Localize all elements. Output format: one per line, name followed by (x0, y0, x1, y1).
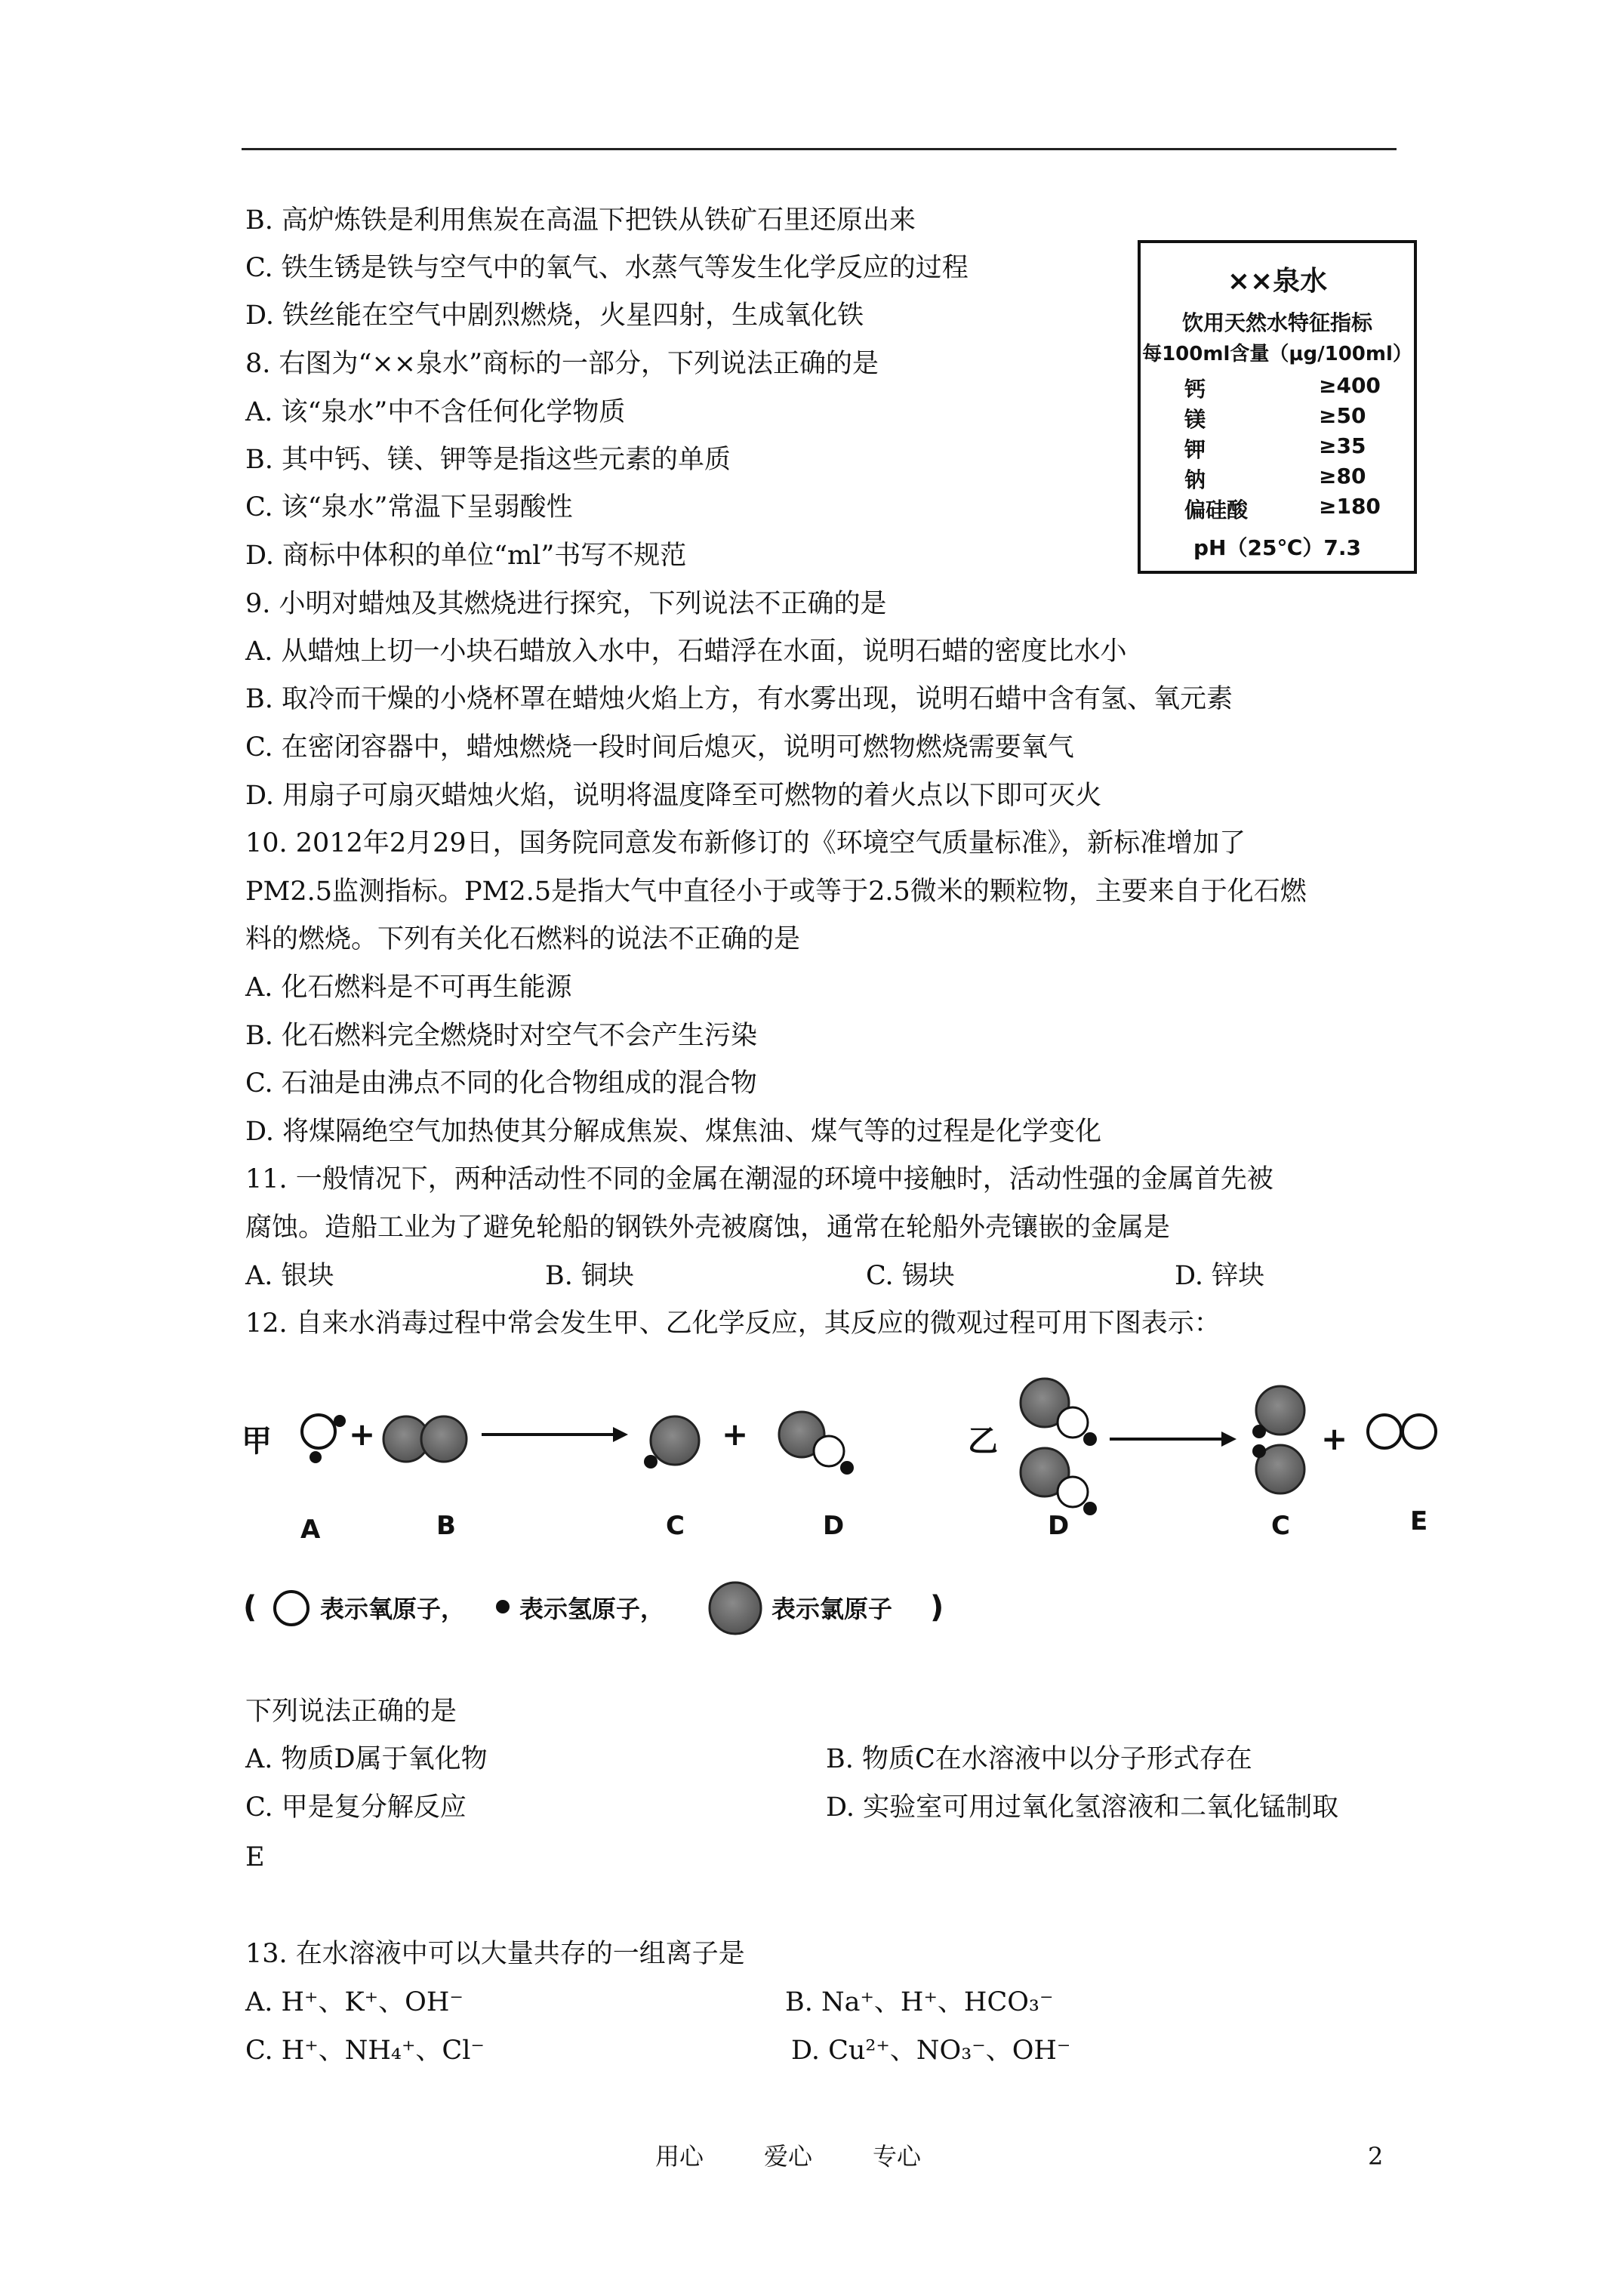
q8-option-a: A. 该“泉水”中不含任何化学物质 (245, 397, 626, 427)
hydrogen-atom (1083, 1432, 1097, 1446)
question-10-line3: 料的燃烧。下列有关化石燃料的说法不正确的是 (245, 924, 801, 954)
oxygen-atom (1403, 1415, 1436, 1448)
molecule-c (644, 1416, 699, 1469)
legend-oxygen: 表示氧原子， (320, 1595, 466, 1623)
q12-option-b: B. 物质C在水溶液中以分子形式存在 (826, 1744, 1252, 1774)
oxygen-atom (1058, 1477, 1088, 1507)
label-b: B (436, 1511, 456, 1541)
question-8: 8. 右图为“××泉水”商标的一部分，下列说法正确的是 (245, 349, 879, 379)
label-row (1184, 433, 1366, 464)
q9-option-d: D. 用扇子可扇灭蜡烛火焰，说明将温度降至可燃物的着火点以下即可灭火 (245, 781, 1102, 811)
label-row (1184, 373, 1381, 403)
question-13: 13. 在水溶液中可以大量共存的一组离子是 (245, 1939, 745, 1969)
question-11-line1: 11. 一般情况下，两种活动性不同的金属在潮湿的环境中接触时，活动性强的金属首先被 (245, 1164, 1273, 1194)
label-row-value: ≥180 (1319, 494, 1381, 519)
q13-option-d: D. Cu²⁺、NO₃⁻、OH⁻ (791, 2036, 1071, 2066)
hydrogen-atom (1252, 1444, 1266, 1458)
question-10-line2: PM2.5监测指标。PM2.5是指大气中直径小于或等于2.5微米的颗粒物，主要来自于化石燃 (245, 877, 1307, 907)
reaction-arrow (482, 1427, 628, 1442)
label-d: D (823, 1511, 845, 1541)
label-subtitle: 饮用天然水特征指标 (1181, 310, 1372, 335)
plus-sign: + (1321, 1420, 1348, 1457)
label-c: C (666, 1511, 685, 1541)
q11-option-c: C. 锡块 (866, 1261, 955, 1291)
q8-option-c: C. 该“泉水”常温下呈弱酸性 (245, 492, 573, 522)
footer-text-1: 用心 (655, 2142, 704, 2171)
hydrogen-atom (334, 1415, 346, 1427)
molecule-d (779, 1412, 854, 1475)
legend-chlorine: 表示氯原子 (771, 1595, 893, 1623)
plus-sign: + (349, 1416, 376, 1453)
label-ph: pH（25℃）7.3 (1193, 535, 1361, 560)
hydrogen-atom-legend-icon (496, 1600, 510, 1613)
q10-option-d: D. 将煤隔绝空气加热使其分解成焦炭、煤焦油、煤气等的过程是化学变化 (245, 1117, 1102, 1147)
q11-option-a: A. 银块 (245, 1261, 334, 1291)
label-title: ××泉水 (1227, 266, 1328, 297)
mineral-water-label (1138, 240, 1417, 574)
q9-option-c: C. 在密闭容器中，蜡烛燃烧一段时间后熄灭，说明可燃物燃烧需要氧气 (245, 732, 1074, 763)
molecule-d-bottom (1021, 1448, 1097, 1515)
q12-option-c: C. 甲是复分解反应 (245, 1792, 467, 1823)
label-row-name: 偏硅酸 (1184, 498, 1249, 522)
hydrogen-atom (1252, 1425, 1266, 1438)
label-d: D (1048, 1511, 1070, 1541)
oxygen-atom (814, 1436, 844, 1466)
label-row (1184, 464, 1366, 494)
question-10-line1: 10. 2012年2月29日，国务院同意发布新修订的《环境空气质量标准》，新标准增加了 (245, 828, 1246, 858)
reaction-diagram (242, 1367, 1480, 1669)
q7-option-d: D. 铁丝能在空气中剧烈燃烧，火星四射，生成氧化铁 (245, 300, 864, 331)
q13-option-b: B. Na⁺、H⁺、HCO₃⁻ (785, 1987, 1054, 2017)
label-row-value: ≥400 (1319, 373, 1381, 398)
q12-option-a: A. 物质D属于氧化物 (245, 1744, 488, 1774)
q12-option-d: D. 实验室可用过氧化氢溶液和二氧化锰制取 (826, 1792, 1339, 1823)
label-c: C (1271, 1511, 1290, 1541)
oxygen-atom-legend-icon (275, 1592, 308, 1625)
q12-stem: 下列说法正确的是 (245, 1697, 457, 1727)
footer-text-2: 爱心 (764, 2142, 813, 2171)
page-number: 2 (1368, 2142, 1384, 2171)
molecule-a (302, 1415, 346, 1463)
oxygen-atom (1058, 1407, 1088, 1438)
plus-sign: + (722, 1416, 749, 1453)
legend-hydrogen: 表示氢原子， (519, 1595, 665, 1623)
question-11-line2: 腐蚀。造船工业为了避免轮船的钢铁外壳被腐蚀，通常在轮船外壳镶嵌的金属是 (245, 1213, 1171, 1243)
q7-option-b: B. 高炉炼铁是利用焦炭在高温下把铁从铁矿石里还原出来 (245, 205, 916, 236)
hydrogen-atom (1083, 1502, 1097, 1515)
q10-option-c: C. 石油是由沸点不同的化合物组成的混合物 (245, 1068, 757, 1099)
legend-paren-close: ) (930, 1590, 944, 1625)
label-unit: 每100ml含量（μg/100ml） (1142, 343, 1412, 365)
q13-option-c: C. H⁺、NH₄⁺、Cl⁻ (245, 2036, 485, 2066)
label-row (1184, 494, 1381, 524)
label-row-value: ≥80 (1319, 464, 1366, 488)
label-row-value: ≥35 (1319, 433, 1366, 458)
hydrogen-atom (644, 1455, 658, 1469)
q11-option-d: D. 锌块 (1175, 1261, 1265, 1291)
q8-option-d: D. 商标中体积的单位“ml”书写不规范 (245, 541, 687, 571)
molecule-c-bottom (1252, 1444, 1304, 1493)
q9-option-a: A. 从蜡烛上切一小块石蜡放入水中，石蜡浮在水面，说明石蜡的密度比水小 (245, 636, 1127, 667)
q13-option-a: A. H⁺、K⁺、OH⁻ (245, 1987, 463, 2017)
label-row-name: 钙 (1184, 377, 1206, 402)
figure-legend (243, 1583, 944, 1634)
q8-option-b: B. 其中钙、镁、钾等是指这些元素的单质 (245, 445, 731, 475)
legend-paren-open: ( (243, 1590, 257, 1625)
q10-option-a: A. 化石燃料是不可再生能源 (245, 972, 572, 1003)
q9-option-b: B. 取冷而干燥的小烧杯罩在蜡烛火焰上方，有水雾出现，说明石蜡中含有氢、氧元素 (245, 684, 1233, 714)
q7-option-c: C. 铁生锈是铁与空气中的氧气、水蒸气等发生化学反应的过程 (245, 253, 969, 283)
label-row-name: 镁 (1184, 407, 1206, 432)
question-9: 9. 小明对蜡烛及其燃烧进行探究，下列说法不正确的是 (245, 589, 887, 619)
chlorine-atom (421, 1416, 467, 1462)
oxygen-atom (302, 1415, 335, 1448)
hydrogen-atom (310, 1451, 322, 1463)
header-rule (242, 148, 1397, 150)
label-row (1184, 403, 1366, 433)
label-row-name: 钾 (1184, 437, 1206, 462)
label-e: E (1410, 1506, 1428, 1536)
molecule-c-top (1252, 1386, 1304, 1438)
label-a: A (300, 1515, 321, 1545)
molecule-b (383, 1416, 467, 1462)
q10-option-b: B. 化石燃料完全燃烧时对空气不会产生污染 (245, 1021, 757, 1051)
label-row-value: ≥50 (1319, 403, 1366, 428)
oxygen-atom (1368, 1415, 1401, 1448)
q11-option-b: B. 铜块 (545, 1261, 634, 1291)
chlorine-atom (651, 1416, 699, 1465)
label-yi: 乙 (968, 1424, 998, 1459)
chlorine-atom-legend-icon (710, 1583, 761, 1634)
label-jia: 甲 (242, 1424, 272, 1459)
q12-option-d-continued: E (245, 1842, 265, 1872)
hydrogen-atom (840, 1461, 854, 1475)
question-12: 12. 自来水消毒过程中常会发生甲、乙化学反应，其反应的微观过程可用下图表示： (245, 1308, 1221, 1339)
reaction-arrow (1110, 1432, 1236, 1447)
molecule-e (1368, 1415, 1436, 1448)
footer-text-3: 专心 (873, 2142, 922, 2171)
label-row-name: 钠 (1184, 467, 1206, 492)
molecule-d-top (1021, 1379, 1097, 1446)
